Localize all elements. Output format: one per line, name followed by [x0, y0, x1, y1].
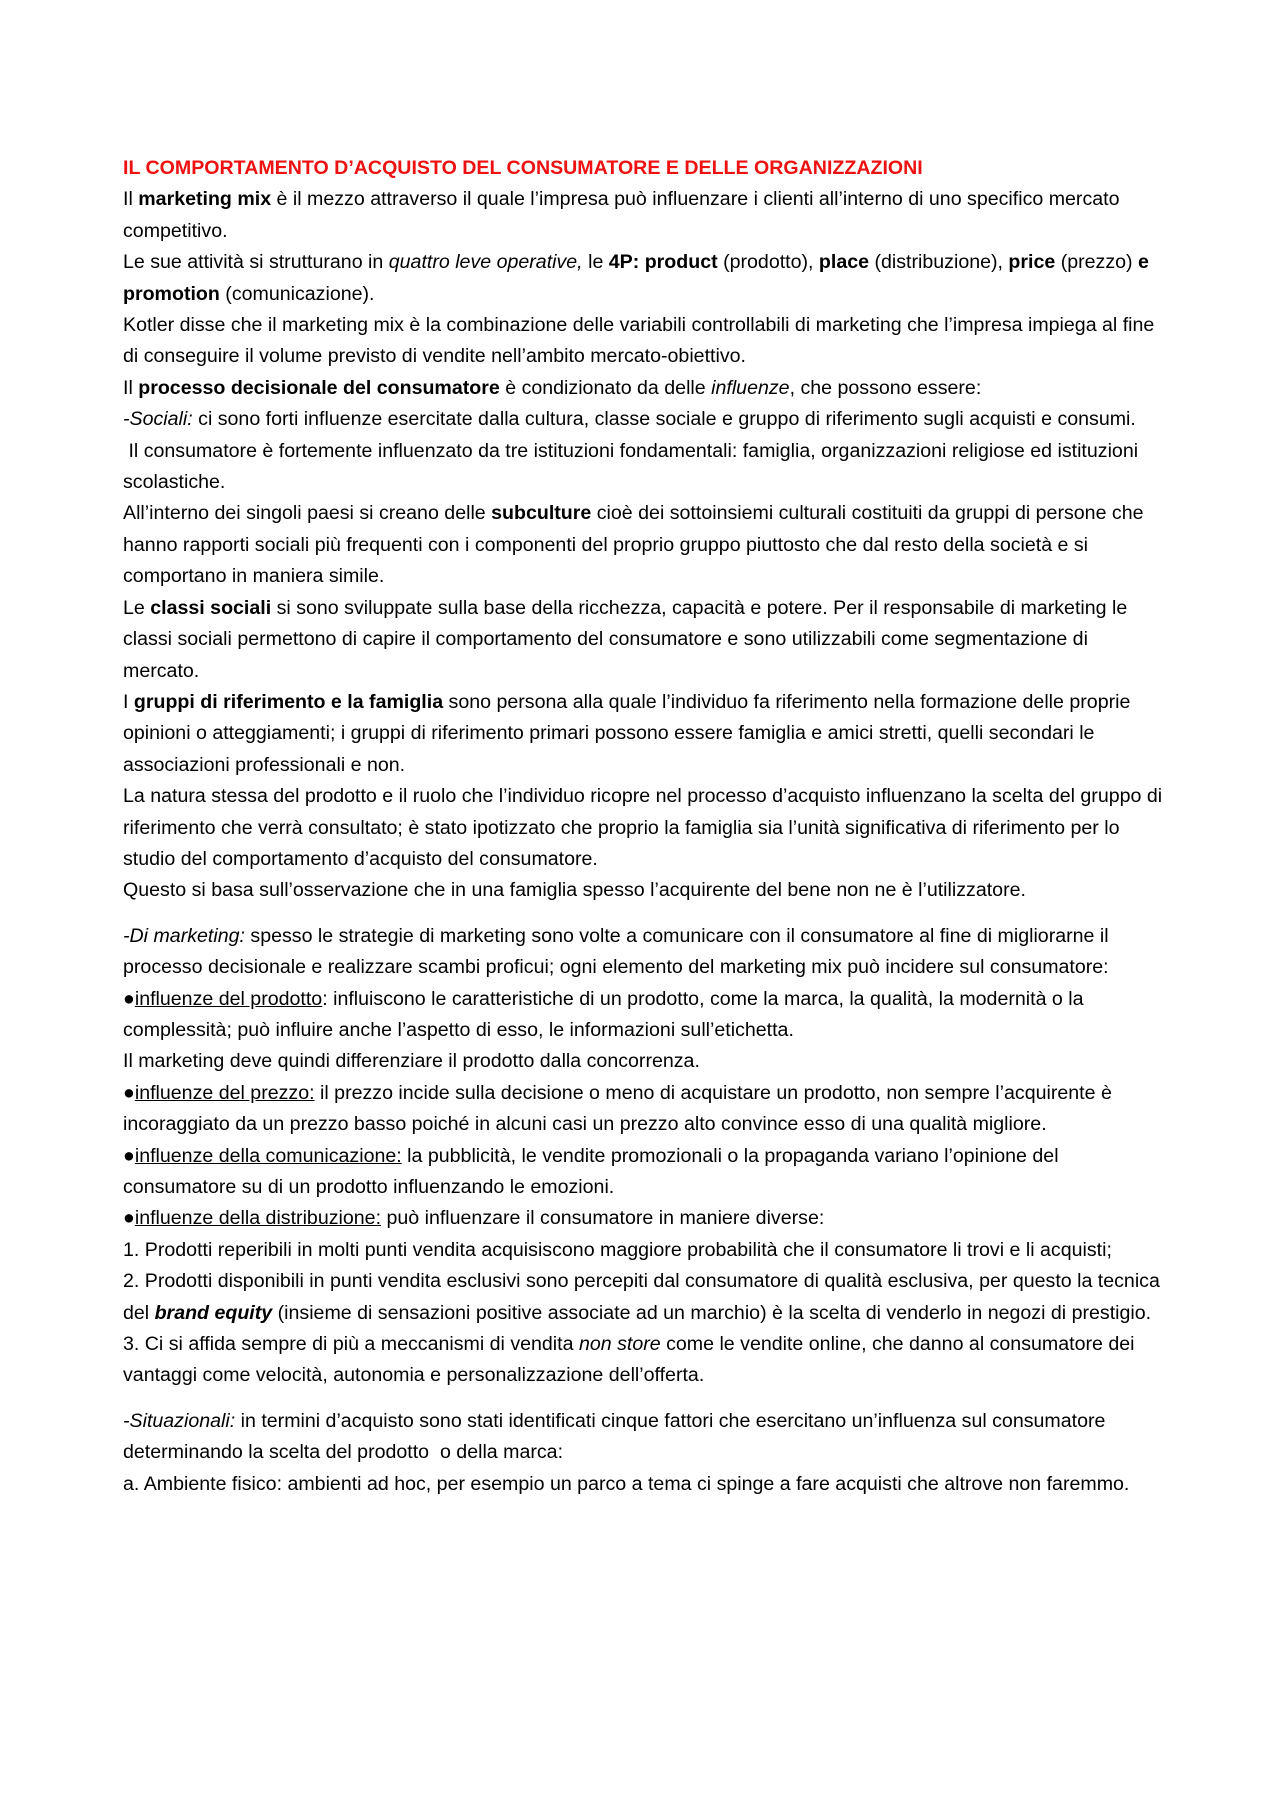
paragraph-di-marketing: -Di marketing: spesso le strategie di marketing sono volte a comunicare con il consumatore al fine di migliorarne il processo decisionale e realizzare scambi proficui; ogni elemento del marketing mix può incidere sul consumatore:: [123, 924, 1109, 979]
paragraph-processo-decisionale: Il processo decisionale del consumatore è condizionato da delle influenze, che possono essere:: [123, 376, 982, 399]
paragraph-situazionali: -Situazionali: in termini d’acquisto sono stati identificati cinque fattori che esercitano un’influenza sul consumatore determinando la scelta del prodotto o della marca:: [123, 1409, 1111, 1464]
bullet-icon: ●: [123, 1144, 135, 1167]
document-page: [123, 153, 1168, 1500]
numbered-item-2: 2. Prodotti disponibili in punti vendita esclusivi sono percepiti dal consumatore di qualità esclusiva, per questo la tecnica del brand equity (insieme di sensazioni positive associate ad un marchio) è la scelta di venderlo in negozi di prestigio.: [123, 1270, 1160, 1324]
paragraph-istituzioni: Il consumatore è fortemente influenzato da tre istituzioni fondamentali: famiglia, organizzazioni religiose ed istituzioni scolastiche.: [123, 439, 1144, 494]
paragraph-osservazione: Questo si basa sull’osservazione che in una famiglia spesso l’acquirente del bene non ne è l’utilizzatore.: [123, 879, 1026, 902]
numbered-item-3: 3. Ci si affida sempre di più a meccanismi di vendita non store come le vendite online, che danno al consumatore dei vantaggi come velocità, autonomia e personalizzazione dell’offerta.: [123, 1333, 1135, 1387]
bullet-prezzo: ●influenze del prezzo: il prezzo incide sulla decisione o meno di acquistare un prodotto, non sempre l’acquirente è incoraggiato da un prezzo basso poiché in alcuni casi un prezzo alto convince esso di una qualità migliore.: [123, 1081, 1112, 1136]
bullet-icon: ●: [123, 1081, 135, 1104]
paragraph-gap: [123, 1392, 1168, 1406]
paragraph-natura-prodotto: La natura stessa del prodotto e il ruolo che l’individuo ricopre nel processo d’acquisto influenzano la scelta del gruppo di riferimento che verrà consultato; è stato ipotizzato che proprio la famiglia sia l’unità significativa di riferimento per lo studio del comportamento d’acquisto del consumatore.: [123, 785, 1163, 870]
page-title: IL COMPORTAMENTO D’ACQUISTO DEL CONSUMATORE E DELLE ORGANIZZAZIONI: [123, 157, 923, 179]
numbered-item-1: 1. Prodotti reperibili in molti punti vendita acquisiscono maggiore probabilità che il consumatore li trovi e li acquisti;: [123, 1238, 1112, 1261]
paragraph-differenziare: Il marketing deve quindi differenziare il prodotto dalla concorrenza.: [123, 1050, 700, 1073]
paragraph-kotler: Kotler disse che il marketing mix è la combinazione delle variabili controllabili di marketing che l’impresa impiega al fine di conseguire il volume previsto di vendite nell’ambito mercato-obiettivo.: [123, 314, 1155, 368]
paragraph-gap: [123, 907, 1168, 921]
bullet-icon: ●: [123, 1207, 135, 1230]
paragraph-4p: Le sue attività si strutturano in quattro leve operative, le 4P: product (prodotto), place (distribuzione), price (prezzo) e promotion (comunicazione).: [123, 251, 1149, 305]
paragraph-sociali: -Sociali: ci sono forti influenze esercitate dalla cultura, classe sociale e gruppo di riferimento sugli acquisti e consumi.: [123, 408, 1136, 431]
paragraph-marketing-mix: Il marketing mix è il mezzo attraverso il quale l’impresa può influenzare i clienti all’interno di uno specifico mercato competitivo.: [123, 188, 1120, 242]
paragraph-classi-sociali: Le classi sociali si sono sviluppate sulla base della ricchezza, capacità e potere. Per il responsabile di marketing le classi sociali permettono di capire il comportamento del consumatore e sono utilizzabili come segmentazione di mercato.: [123, 596, 1128, 682]
bullet-icon: ●: [123, 987, 135, 1010]
lettered-item-a: a. Ambiente fisico: ambienti ad hoc, per esempio un parco a tema ci spinge a fare acquisti che altrove non faremmo.: [123, 1472, 1130, 1495]
paragraph-subculture: All’interno dei singoli paesi si creano delle subculture cioè dei sottoinsiemi culturali costituiti da gruppi di persone che hanno rapporti sociali più frequenti con i componenti del proprio gruppo piuttosto che dal resto della società e si comportano in maniera simile.: [123, 502, 1144, 588]
bullet-comunicazione: ●influenze della comunicazione: la pubblicità, le vendite promozionali o la propaganda variano l’opinione del consumatore su di un prodotto influenzando le emozioni.: [123, 1144, 1059, 1198]
bullet-prodotto: ●influenze del prodotto: influiscono le caratteristiche di un prodotto, come la marca, la qualità, la modernità o la complessità; può influire anche l’aspetto di esso, le informazioni sull’etichetta.: [123, 987, 1084, 1041]
paragraph-gruppi-riferimento: I gruppi di riferimento e la famiglia sono persona alla quale l’individuo fa riferimento nella formazione delle proprie opinioni o atteggiamenti; i gruppi di riferimento primari possono essere famiglia e amici stretti, quelli secondari le associazioni professionali e non.: [123, 690, 1131, 776]
bullet-distribuzione: ●influenze della distribuzione: può influenzare il consumatore in maniere diverse:: [123, 1207, 825, 1230]
